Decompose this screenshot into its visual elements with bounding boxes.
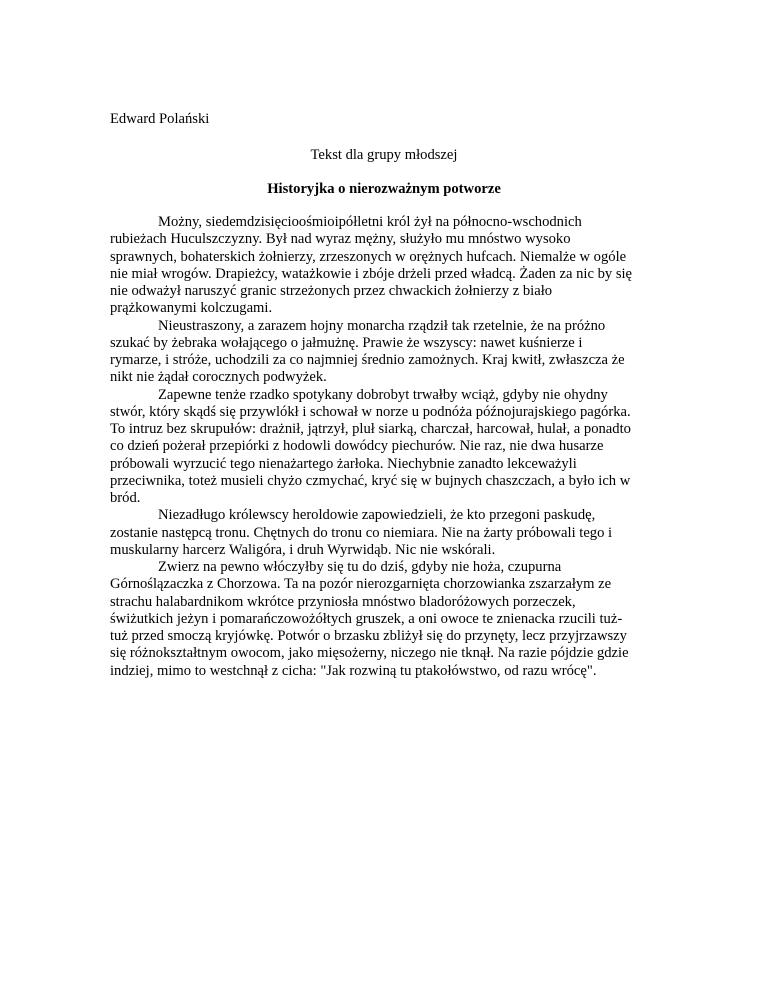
paragraph-1-line: rubieżach Huculszczyzny. Był nad wyraz mężny, służyło mu mnóstwo wysoko: [110, 231, 571, 248]
document-title: Historyjka o nierozważnym potworze: [267, 181, 501, 197]
paragraph-5-line: indziej, mimo to westchnął z cicha: "Jak rozwiną tu ptakołówstwo, od razu wrócę".: [110, 662, 597, 679]
author-name: Edward Polański: [110, 111, 210, 127]
paragraph-2-line: szukać by żebraka wołającego o jałmużnę. Prawie że wszyscy: nawet kuśnierze i: [110, 334, 583, 351]
paragraph-1-line: prążkowanymi kolczugami.: [110, 300, 273, 317]
paragraph-2-line: rymarze, i stróże, uchodzili za co najmniej średnio zamożnych. Kraj kwitł, zwłaszcza że: [110, 352, 625, 368]
paragraph-3-line: przeciwnika, toteż musieli chyżo czmychać, kryć się w bujnych chaszczach, a było ich w: [110, 472, 631, 489]
paragraph-3-line: próbowali wyrzucić tego nienażartego żarłoka. Niechybnie zanadto lekceważyli: [110, 455, 577, 472]
paragraph-3-line: bród.: [110, 490, 141, 506]
paragraph-5-line: tuż przed smoczą kryjówkę. Potwór o brzasku zbliżył się do przynęty, lecz przyjrzawszy: [110, 628, 627, 644]
paragraph-5-line: strachu halabardnikom wkrótce przyniosła mnóstwo bladoróżowych porzeczek,: [110, 593, 576, 610]
paragraph-5-line: świżutkich jeżyn i pomarańczowożółtych gruszek, a oni owoce te znienacka rzucili tuż-: [110, 610, 623, 627]
document-subtitle: Tekst dla grupy młodszej: [310, 147, 458, 163]
paragraph-1-line: nie odważył naruszyć granic strzeżonych przez chwackich żołnierzy z biało: [110, 283, 553, 299]
paragraph-3-line: stwór, który skądś się przywlókł i schował w norze u podnóża późnojurajskiego pagórka.: [110, 403, 631, 420]
paragraph-5-line: się różnokształtnym owocom, jako mięsożerny, niczego nie tknął. Na razie pójdzie gdzie: [110, 645, 629, 662]
paragraph-1-line: nie miał wrogów. Drapieżcy, watażkowie i zbóje drżeli przed władcą. Żaden za nic by się: [110, 265, 633, 282]
paragraph-3-line: Zapewne tenże rzadko spotykany dobrobyt trwałby wciąż, gdyby nie ohydny: [158, 386, 608, 403]
story-body: [110, 214, 670, 680]
paragraph-2-line: nikt nie żądał corocznych podwyżek.: [110, 369, 327, 386]
paragraph-1-line: Możny, siedemdzisięcioośmioipółletni król żył na północno-wschodnich: [158, 214, 582, 230]
paragraph-3-line: co dzień pożerał przepiórki z hodowli dowódcy piechurów. Nie raz, nie dwa husarze: [110, 438, 604, 455]
paragraph-5-line: Górnoślązaczka z Chorzowa. Ta na pozór nierozgarnięta chorzowianka zszarzałym ze: [110, 576, 612, 593]
paragraph-4-line: muskularny harcerz Waligóra, i druh Wyrwidąb. Nic nie wskórali.: [110, 541, 496, 558]
paragraph-4-line: zostanie następcą tronu. Chętnych do tronu co niemiara. Nie na żarty próbowali tego i: [110, 524, 613, 541]
paragraph-5-line: Zwierz na pewno włóczyłby się tu do dziś, gdyby nie hoża, czupurna: [158, 559, 562, 575]
paragraph-2-line: Nieustraszony, a zarazem hojny monarcha rządził tak rzetelnie, że na próżno: [158, 317, 606, 334]
paragraph-1-line: sprawnych, bohaterskich żołnierzy, zrzeszonych w orężnych hufcach. Niemalże w ogóle: [110, 248, 627, 265]
paragraph-3-line: To intruz bez skrupułów: drażnił, jątrzył, pluł siarką, charczał, harcował, hulał, a ponadto: [110, 421, 631, 437]
paragraph-4-line: Niezadługo królewscy heroldowie zapowiedzieli, że kto przegoni paskudę,: [158, 507, 596, 524]
